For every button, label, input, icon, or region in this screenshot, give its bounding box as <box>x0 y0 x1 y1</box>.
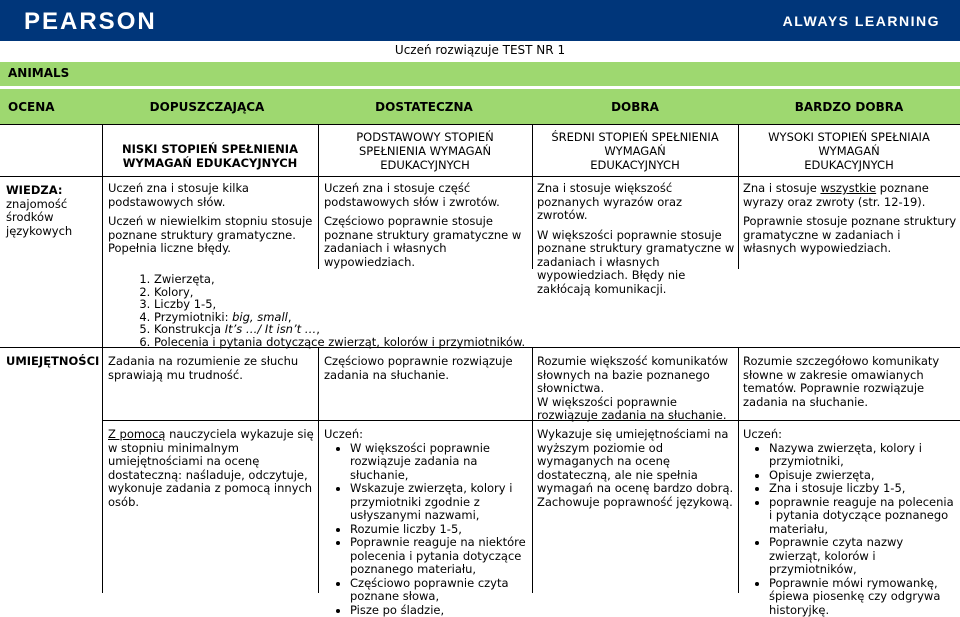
wiedza-label <box>6 184 98 238</box>
level-line: WYMAGAŃ <box>738 144 960 158</box>
skill-item: • Nazywa zwierzęta, kolory i przymiotniki, <box>769 442 957 469</box>
wiedza-text: W większości poprawnie stosuje poznane struktury gramatyczne w zadaniach i własnych wypowiedziach. Błędy nie zakłócają komunikacji. <box>537 229 735 297</box>
skill-item: • poprawnie reaguje na polecenia i pytania dotyczące poznanego materiału, <box>769 496 957 537</box>
wiedza-dostateczna <box>324 182 528 275</box>
level-line: NISKI STOPIEŃ SPEŁNIENIA <box>102 142 318 156</box>
topics-list <box>130 273 690 348</box>
skill-item: • Poprawnie czyta nazwy zwierząt, kolorów i przymiotników, <box>769 536 957 577</box>
grade-dostateczna: DOSTATECZNA <box>318 100 530 114</box>
grade-dobra: DOBRA <box>532 100 738 114</box>
skill-item: • Zna i stosuje liczby 1-5, <box>769 482 957 496</box>
level-line: ŚREDNI STOPIEŃ SPEŁNIENIA <box>532 130 738 144</box>
skill-item: • Poprawnie reaguje na niektóre polecenia i pytania dotyczące poznanego materiału, <box>350 536 528 577</box>
wiedza-text: Zna i stosuje wszystkie poznane wyrazy oraz zwroty (str. 12-19). <box>743 182 957 209</box>
level-line: EDUKACYJNYCH <box>738 158 960 172</box>
umiejetnosci-r1-bardzo-dobra: Rozumie szczegółowo komunikaty słowne w zakresie omawianych tematów. Poprawnie rozwiązuje zadania na słuchanie. <box>743 355 957 409</box>
wiedza-label-rest: znajomość środków językowych <box>6 198 98 239</box>
grade-ocena: OCENA <box>8 100 55 114</box>
grid-line <box>0 124 960 125</box>
page-title: Uczeń rozwiązuje TEST NR 1 <box>0 43 960 57</box>
skill-item: • W większości poprawnie rozwiązuje zadania na słuchanie, <box>350 442 528 483</box>
grid-line <box>102 420 960 421</box>
topic-item: 1. Zwierzęta, <box>154 273 690 286</box>
pearson-banner <box>0 0 960 41</box>
level-line: WYSOKI STOPIEŃ SPEŁNIAIA <box>738 130 960 144</box>
skill-item: • Wskazuje zwierzęta, kolory i przymiotniki zgodnie z usłyszanymi nazwami, <box>350 482 528 523</box>
level-line: EDUKACYJNYCH <box>532 158 738 172</box>
grade-dopuszczajaca: DOPUSZCZAJĄCA <box>102 100 312 114</box>
umiejetnosci-label: UMIEJĘTNOŚCI <box>6 355 102 369</box>
wiedza-bardzo-dobra <box>743 182 957 262</box>
grid-line <box>532 347 533 593</box>
topic-item: 6. Polecenia i pytania dotyczące zwierząt, kolorów i przymiotników. <box>154 336 690 349</box>
umiejetnosci-text: W większości poprawnie rozwiązuje zadania na słuchanie. <box>537 396 735 423</box>
skill-item: • Częściowo poprawnie czyta poznane słowa, <box>350 577 528 604</box>
level-niski <box>102 142 318 170</box>
section-label: ANIMALS <box>8 66 69 80</box>
level-line: PODSTAWOWY STOPIEŃ <box>318 130 532 144</box>
skill-item: • Poprawnie mówi rymowankę, śpiewa piosenkę czy odgrywa historyjkę. <box>769 577 957 617</box>
level-podstawowy <box>318 130 532 172</box>
topic-item: 5. Konstrukcja It’s …/ It isn’t …, <box>154 323 690 336</box>
skill-item: • Pisze po śladzie, <box>350 604 528 617</box>
umiejetnosci-r2-bardzo-dobra <box>743 428 957 617</box>
skill-item: • Rozumie liczby 1-5, <box>350 523 528 537</box>
umiejetnosci-r1-dostateczna: Częściowo poprawnie rozwiązuje zadania na słuchanie. <box>324 355 528 382</box>
uczen-intro: Uczeń: <box>324 428 528 442</box>
level-sredni <box>532 130 738 172</box>
topic-item: 4. Przymiotniki: big, small, <box>154 311 690 324</box>
section-band <box>0 62 960 86</box>
umiejetnosci-r2-dostateczna <box>324 428 528 617</box>
grid-line <box>0 176 960 177</box>
wiedza-text: Poprawnie stosuje poznane struktury gramatyczne w zadaniach i własnych wypowiedziach. <box>743 215 957 256</box>
umiejetnosci-r1-dopuszczajaca: Zadania na rozumienie ze słuchu sprawiają mu trudność. <box>108 355 314 382</box>
level-line: WYMAGAŃ <box>532 144 738 158</box>
umiejetnosci-r2-dopuszczajaca: Z pomocą nauczyciela wykazuje się w stopniu minimalnym umiejętnościami na ocenę dostateczną: naśladuje, odczytuje, wykonuje zadania z pomocą innych osób. <box>108 428 314 509</box>
level-line: EDUKACYJNYCH <box>318 158 532 172</box>
uczen-intro: Uczeń: <box>743 428 957 442</box>
wiedza-text: Uczeń w niewielkim stopniu stosuje poznane struktury gramatyczne. Popełnia liczne błędy. <box>108 215 314 256</box>
grade-bardzo-dobra: BARDZO DOBRA <box>738 100 960 114</box>
wiedza-dopuszczajaca <box>108 182 314 262</box>
wiedza-text: Zna i stosuje większość poznanych wyrazów oraz zwrotów. <box>537 182 735 223</box>
topic-item: 3. Liczby 1-5, <box>154 298 690 311</box>
grid-line <box>318 347 319 593</box>
skill-item: • Opisuje zwierzęta, <box>769 469 957 483</box>
level-line: SPEŁNIENIA WYMAGAŃ <box>318 144 532 158</box>
wiedza-text: Częściowo poprawnie stosuje poznane struktury gramatyczne w zadaniach i własnych wypowiedziach. <box>324 215 528 269</box>
umiejetnosci-r2-dobra: Wykazuje się umiejętnościami na wyższym poziomie od wymaganych na ocenę dostateczną, ale nie spełnia wymagań na ocenę bardzo dobrą. Zachowuje poprawność językową. <box>537 428 735 509</box>
level-line: WYMAGAŃ EDUKACYJNYCH <box>102 156 318 170</box>
grid-line <box>738 347 739 593</box>
wiedza-text: Uczeń zna i stosuje część podstawowych słów i zwrotów. <box>324 182 528 209</box>
pearson-logo: PEARSON <box>24 8 157 36</box>
level-wysoki <box>738 130 960 172</box>
umiejetnosci-r1-dobra <box>537 355 735 423</box>
wiedza-label-bold: WIEDZA: <box>6 184 98 198</box>
topic-item: 2. Kolory, <box>154 286 690 299</box>
wiedza-text: Uczeń zna i stosuje kilka podstawowych słów. <box>108 182 314 209</box>
umiejetnosci-text: Rozumie większość komunikatów słownych na bazie poznanego słownictwa. <box>537 355 735 396</box>
grid-line <box>102 124 103 593</box>
tagline: ALWAYS LEARNING <box>783 13 940 29</box>
